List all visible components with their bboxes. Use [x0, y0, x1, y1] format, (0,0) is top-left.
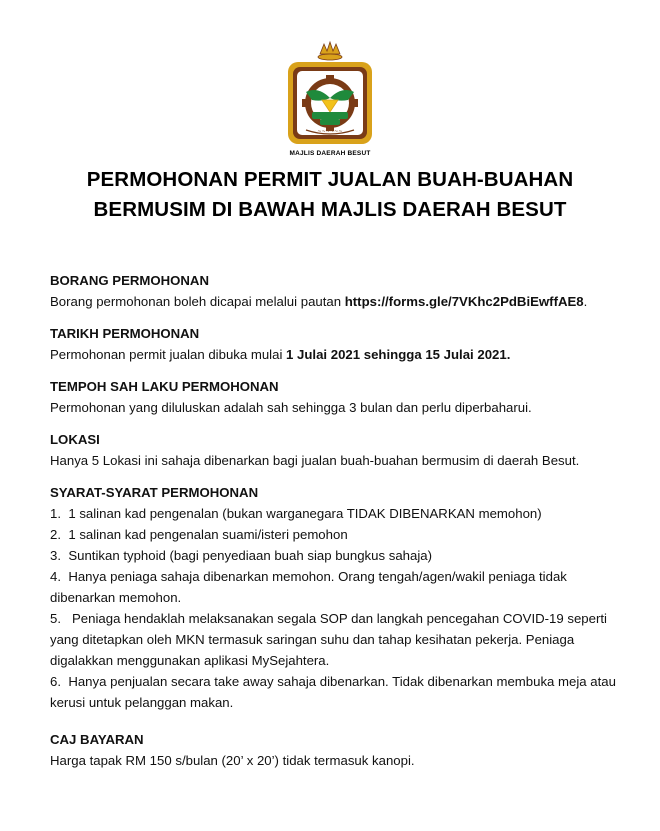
- section-heading: TARIKH PERMOHONAN: [50, 326, 200, 341]
- title-line-1: PERMOHONAN PERMIT JUALAN BUAH-BUAHAN: [86, 168, 574, 191]
- list-item: [50, 566, 630, 608]
- logo-caption: MAJLIS DAERAH BESUT: [289, 150, 371, 157]
- section-text: [50, 291, 630, 312]
- section-text: [50, 344, 630, 365]
- section-heading: TEMPOH SAH LAKU PERMOHONAN: [50, 379, 279, 394]
- item-text: 1 salinan kad pengenalan suami/isteri pemohon: [68, 527, 348, 542]
- form-link[interactable]: https://forms.gle/7VKhc2PdBiEwffAE8: [344, 294, 584, 309]
- section-heading: BORANG PERMOHONAN: [50, 273, 209, 288]
- section-lokasi: [50, 429, 630, 471]
- section-syarat: [50, 482, 630, 713]
- item-number: 4.: [50, 569, 61, 584]
- conditions-list: [50, 503, 630, 713]
- crest-icon: [282, 40, 378, 150]
- section-tarikh: [50, 323, 630, 365]
- section-heading: SYARAT-SYARAT PERMOHONAN: [50, 485, 259, 500]
- section-caj: [50, 729, 630, 771]
- text-prefix: Permohonan permit jualan dibuka mulai: [50, 347, 287, 362]
- section-text: Hanya 5 Lokasi ini sahaja dibenarkan bagi jualan buah-buahan bermusim di daerah Besut.: [50, 453, 580, 468]
- list-item: [50, 545, 630, 566]
- item-text: Hanya peniaga sahaja dibenarkan memohon. Orang tengah/agen/wakil peniaga tidak dibenarkan memohon.: [50, 569, 567, 605]
- item-text: Peniaga hendaklah melaksanakan segala SOP dan langkah pencegahan COVID-19 seperti yang ditetapkan oleh MKN termasuk saringan suhu dan tahap kesihatan pekerja. Peniaga digalakkan menggunakan aplikasi MySejahtera.: [50, 611, 607, 668]
- item-number: 3.: [50, 548, 61, 563]
- item-text: Hanya penjualan secara take away sahaja dibenarkan. Tidak dibenarkan membuka meja atau kerusi untuk pelanggan makan.: [50, 674, 616, 710]
- list-item: [50, 524, 630, 545]
- item-text: 1 salinan kad pengenalan (bukan warganegara TIDAK DIBENARKAN memohon): [68, 506, 542, 521]
- title-line-2: BERMUSIM DI BAWAH MAJLIS DAERAH BESUT: [93, 198, 567, 221]
- section-borang: [50, 270, 630, 312]
- list-item: [50, 503, 630, 524]
- section-heading: LOKASI: [50, 432, 100, 447]
- item-number: 6.: [50, 674, 61, 689]
- text-suffix: .: [583, 294, 588, 309]
- text-prefix: Borang permohonan boleh dicapai melalui pautan: [50, 294, 345, 309]
- svg-text:~~~~~~: ~~~~~~: [317, 129, 343, 135]
- list-item: [50, 608, 630, 671]
- item-text: Suntikan typhoid (bagi penyediaan buah siap bungkus sahaja): [68, 548, 432, 563]
- document-body: [50, 270, 630, 782]
- item-number: 5.: [50, 611, 61, 626]
- page-title: [20, 165, 640, 225]
- section-text: Permohonan yang diluluskan adalah sah sehingga 3 bulan dan perlu diperbaharui.: [50, 400, 532, 415]
- majlis-daerah-besut-logo: [282, 40, 378, 160]
- section-tempoh: [50, 376, 630, 418]
- list-item: [50, 671, 630, 713]
- item-number: 1.: [50, 506, 61, 521]
- application-dates: 1 Julai 2021 sehingga 15 Julai 2021.: [286, 347, 511, 362]
- section-text: Harga tapak RM 150 s/bulan (20’ x 20’) tidak termasuk kanopi.: [50, 753, 415, 768]
- section-heading: CAJ BAYARAN: [50, 732, 144, 747]
- item-number: 2.: [50, 527, 61, 542]
